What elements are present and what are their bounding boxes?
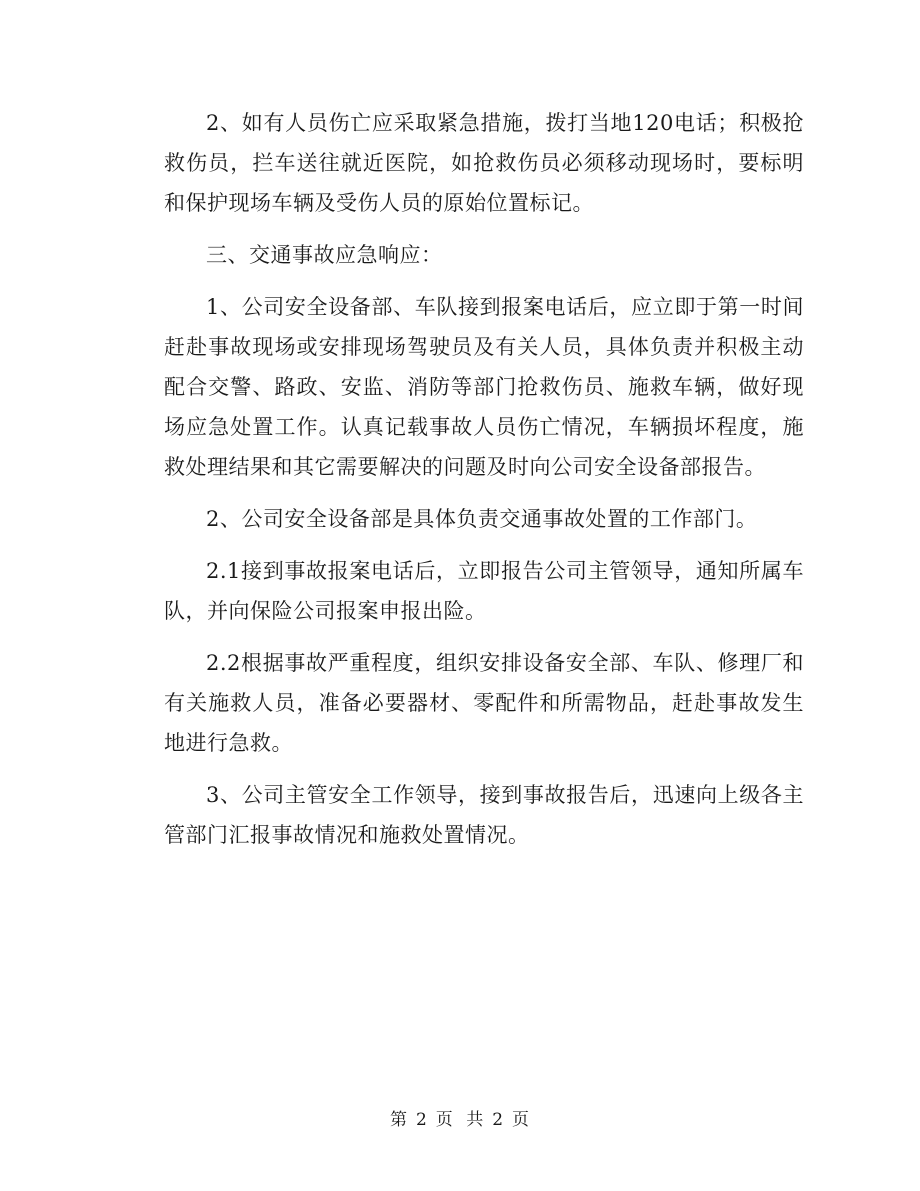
current-page-number: 2: [415, 1110, 428, 1130]
page-label-prefix: 第: [389, 1110, 408, 1130]
paragraph-responsible-department: 2、公司安全设备部是具体负责交通事故处置的工作部门。: [206, 507, 758, 531]
paragraph-casualty-measures: 2、如有人员伤亡应采取紧急措施，拨打当地120电话；积极抢救伤员，拦车送往就近医院，如抢救伤员必须移动现场时，要标明和保护现场车辆及受伤人员的原始位置标记。: [164, 111, 804, 215]
page-footer: [0, 1105, 920, 1130]
section-heading-traffic-accident-response: 三、交通事故应急响应：: [206, 243, 443, 267]
paragraph-report-procedure: 2.1接到事故报案电话后，立即报告公司主管领导，通知所属车队，并向保险公司报案申报出险。: [164, 559, 804, 623]
document-body: [164, 103, 804, 867]
paragraph-department-response: 1、公司安全设备部、车队接到报案电话后，应立即于第一时间赶赴事故现场或安排现场驾驶员及有关人员，具体负责并积极主动配合交警、路政、安监、消防等部门抢救伤员、施救车辆，做好现场应急处置工作。认真记载事故人员伤亡情况，车辆损坏程度，施救处理结果和其它需要解决的问题及时向公司安全设备部报告。: [164, 295, 804, 479]
paragraph-rescue-organization: 2.2根据事故严重程度，组织安排设备安全部、车队、修理厂和有关施救人员，准备必要器材、零配件和所需物品，赶赴事故发生地进行急救。: [164, 651, 804, 755]
total-page-number: 2: [492, 1110, 505, 1130]
paragraph-leadership-report: 3、公司主管安全工作领导，接到事故报告后，迅速向上级各主管部门汇报事故情况和施救处置情况。: [164, 783, 804, 847]
page-label-suffix: 页: [512, 1110, 531, 1130]
page-label-mid: 页 共: [435, 1110, 485, 1130]
